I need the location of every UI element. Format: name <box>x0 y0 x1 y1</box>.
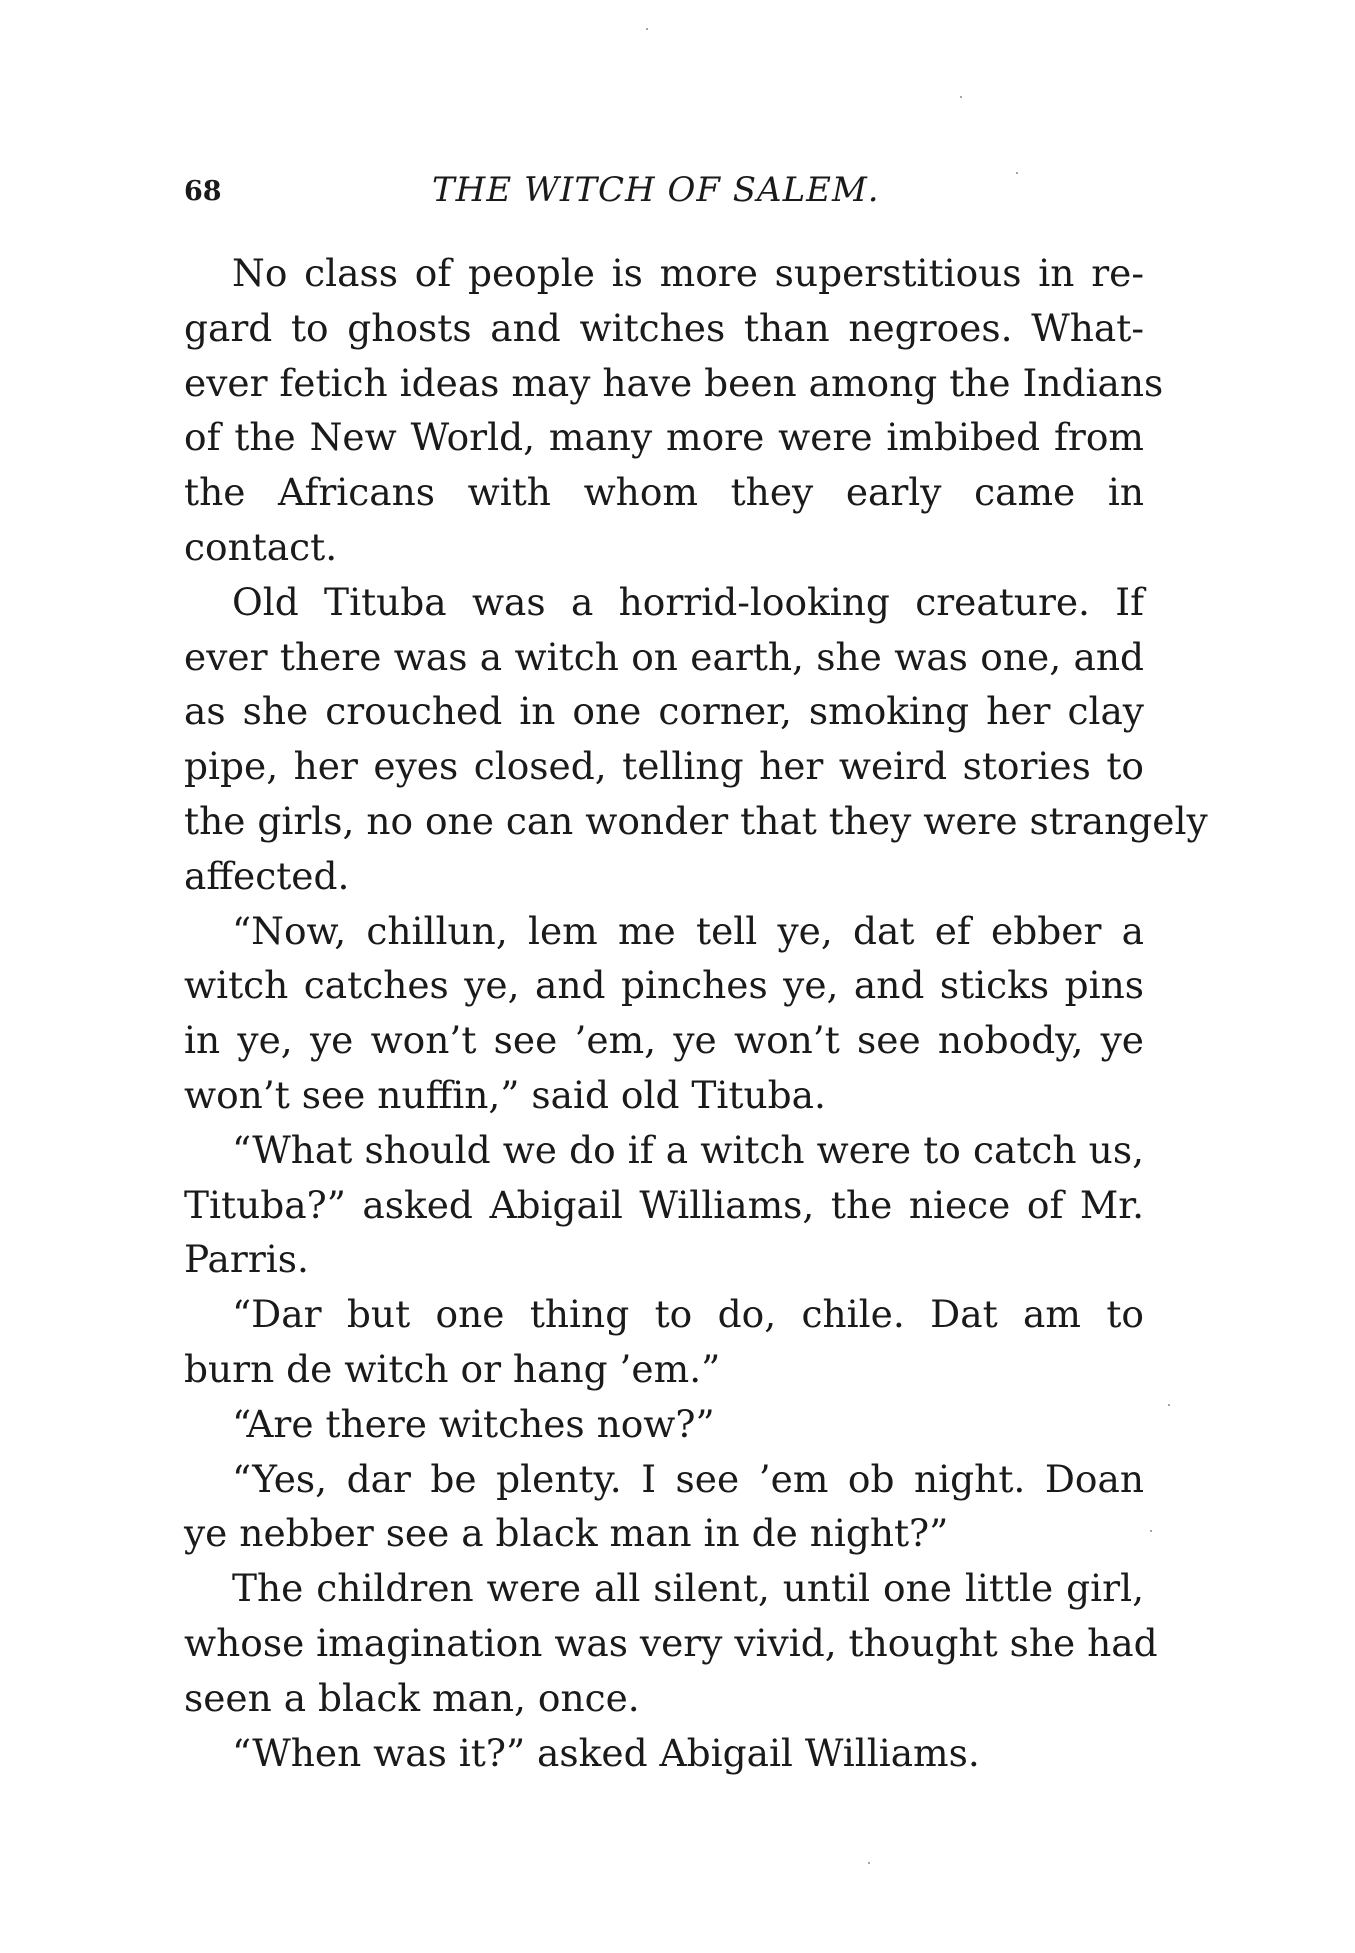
text-line: seen a black man, once. <box>184 1675 640 1720</box>
text-line: pipe, her eyes closed, telling her weird stories to <box>184 744 1144 789</box>
paper-speck <box>868 1862 870 1864</box>
paragraph <box>184 1397 1144 1452</box>
paper-speck <box>646 28 648 30</box>
page-header <box>184 168 1140 218</box>
paragraph <box>184 246 1164 575</box>
text-line: ever fetich ideas may have been among the Indians <box>184 360 1164 405</box>
paragraph <box>184 904 1144 1123</box>
text-line: Old Tituba was a horrid-looking creature. If <box>232 579 1144 624</box>
text-line: “Dar but one thing to do, chile. Dat am to <box>232 1292 1144 1337</box>
text-line: gard to ghosts and witches than negroes. What- <box>184 305 1144 350</box>
text-line: whose imagination was very vivid, thought she had <box>184 1620 1158 1665</box>
paper-speck <box>1150 1530 1152 1532</box>
text-line: “When was it?” asked Abigail Williams. <box>232 1730 980 1775</box>
paragraph <box>184 1452 1144 1562</box>
text-line: the girls, no one can wonder that they were strangely <box>184 798 1208 843</box>
paper-speck <box>960 96 962 98</box>
text-line: affected. <box>184 853 350 898</box>
text-line: No class of people is more superstitious in re- <box>232 251 1144 295</box>
text-line: witch catches ye, and pinches ye, and sticks pins <box>184 963 1144 1008</box>
body-text <box>184 246 1208 1780</box>
text-line: of the New World, many more were imbibed from <box>184 415 1144 460</box>
text-line: “What should we do if a witch were to catch us, <box>232 1127 1144 1172</box>
text-line: “Now, chillun, lem me tell ye, dat ef ebber a <box>232 908 1144 953</box>
text-line: burn de witch or hang ’em.” <box>184 1346 721 1391</box>
paragraph <box>184 1561 1158 1725</box>
text-line: “Are there witches now?” <box>232 1401 715 1446</box>
paragraph <box>184 1726 1144 1781</box>
text-line: the Africans with whom they early came in <box>184 470 1144 515</box>
text-line: Tituba?” asked Abigail Williams, the niece of Mr. <box>184 1182 1144 1227</box>
page-number: 68 <box>184 176 222 207</box>
text-line: contact. <box>184 524 338 569</box>
paragraph <box>184 1287 1144 1397</box>
text-line: “Yes, dar be plenty. I see ’em ob night. Doan <box>232 1456 1144 1501</box>
text-line: ye nebber see a black man in de night?” <box>184 1511 949 1556</box>
text-line: Parris. <box>184 1237 309 1282</box>
text-line: ever there was a witch on earth, she was one, and <box>184 634 1144 679</box>
text-line: as she crouched in one corner, smoking her clay <box>184 689 1144 734</box>
text-line: The children were all silent, until one little girl, <box>232 1566 1144 1611</box>
text-line: in ye, ye won’t see ’em, ye won’t see nobody, ye <box>184 1018 1144 1063</box>
running-title: THE WITCH OF SALEM. <box>432 170 880 210</box>
paragraph <box>184 1123 1144 1287</box>
paper-speck <box>1168 1404 1170 1406</box>
paper-speck <box>1016 172 1018 174</box>
text-line: won’t see nuffin,” said old Tituba. <box>184 1072 826 1117</box>
paragraph <box>184 575 1208 904</box>
